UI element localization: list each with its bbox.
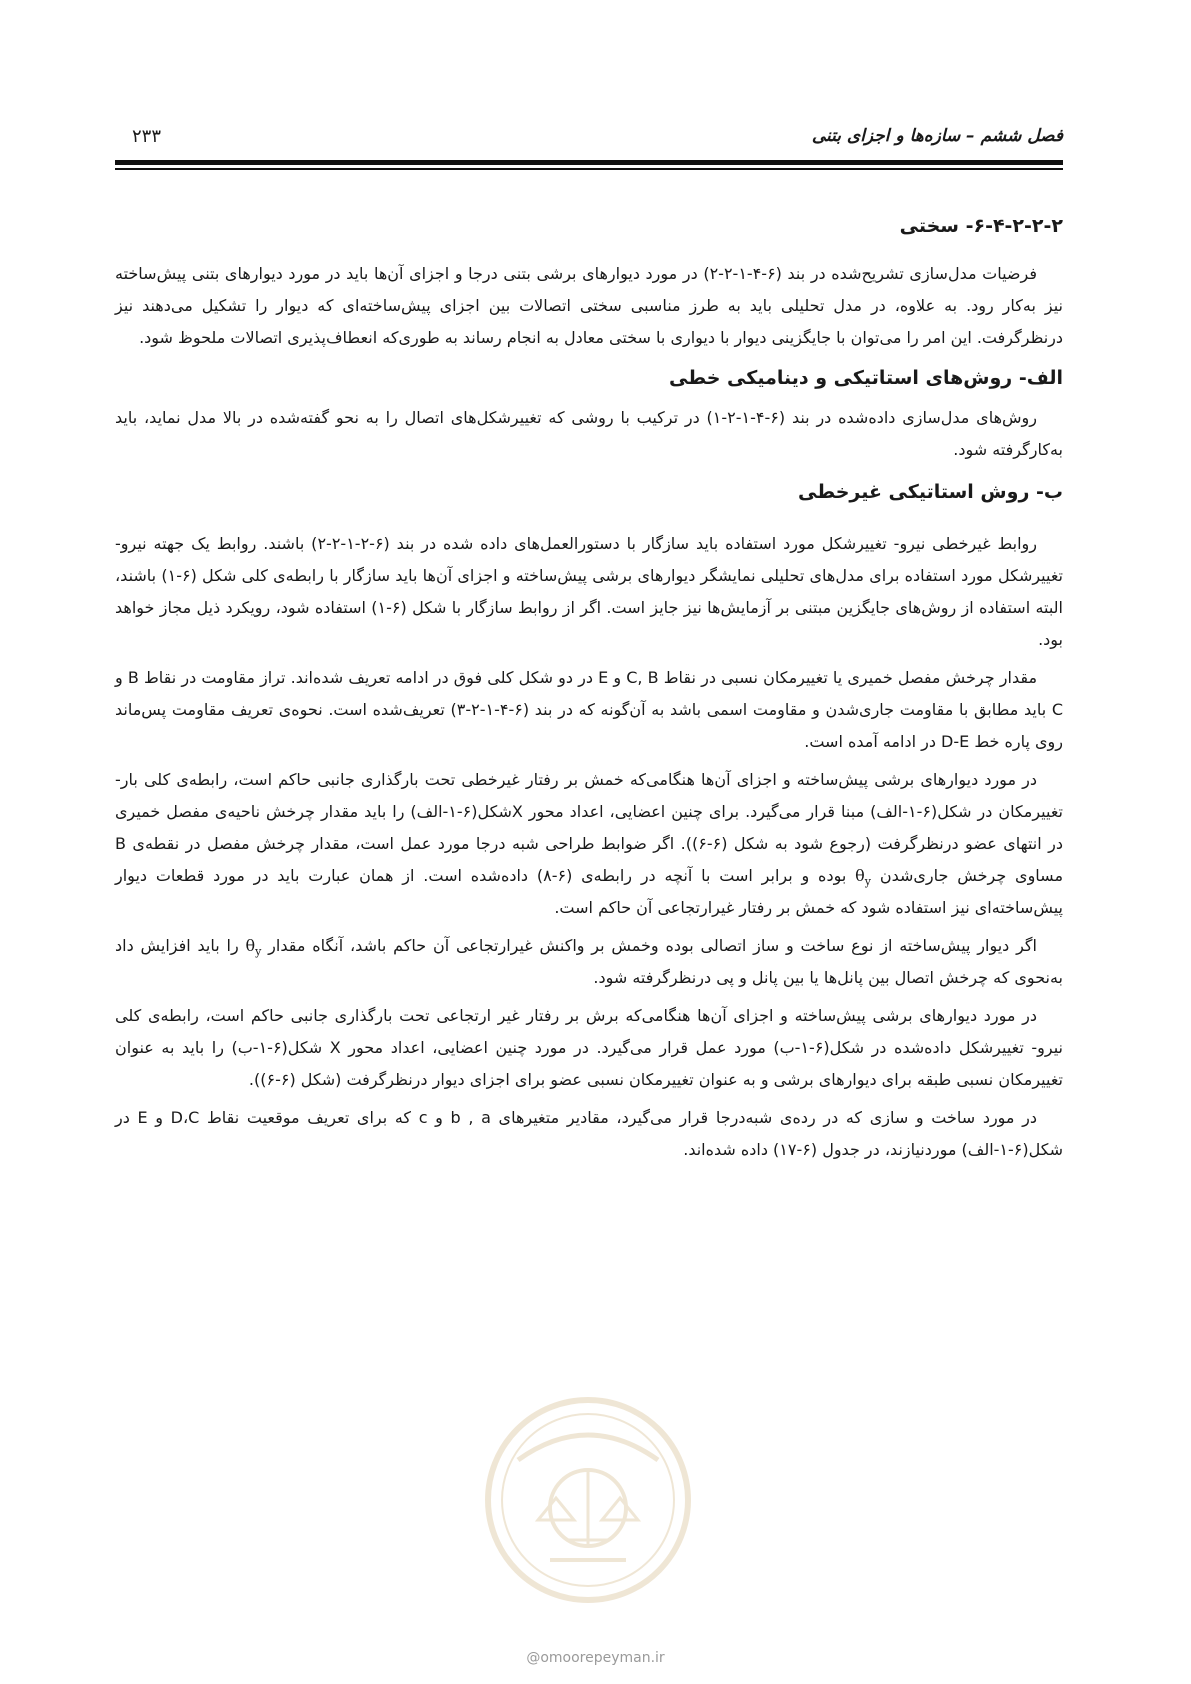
theta-symbol [245, 936, 262, 959]
paragraph-6-part-1: اگر دیوار پیش‌ساخته از نوع ساخت و ساز اتصالی بوده وخمش بر واکنش غیرارتجاعی آن حاکم باشد، آنگاه مقدار [268, 936, 1037, 955]
subheading-nonlinear: ب- روش استاتیکی غیرخطی [797, 481, 1063, 503]
chapter-title: فصل ششم – سازه‌ها و اجزای بتنی [811, 126, 1063, 146]
paragraph-5-part-2: بوده و برابر است با آنچه در رابطه‌ی (۶-۸) داده‌شده است. از همان عبارت باید در مورد قطعات دیوار پیش‌ساخته‌ای نیز استفاده شود که خمش بر رفتار غیرارتجاعی آن حاکم است. [115, 866, 1063, 917]
main-content [115, 208, 1063, 1172]
theta-glyph: θ [855, 866, 865, 885]
theta-glyph: θ [245, 936, 256, 955]
paragraph-3: روابط غیرخطی نیرو- تغییرشکل مورد استفاده باید سازگار با دستورالعمل‌های داده شده در بند (۶-۲-۱-۲-۲) باشند. روابط یک جهته نیرو- تغییرشکل مورد استفاده برای مدل‌های تحلیلی نمایشگر دیوارهای برشی پیش‌ساخته و اجزای آن‌ها باید سازگار با رابطه‌ی کلی شکل (۶-۱) باشند، البته استفاده از روش‌های جایگزین مبتنی بر آزمایش‌ها نیز جایز است. اگر از روابط سازگار با شکل (۶-۱) استفاده شود، رویکرد ذیل مجاز خواهد بود. [115, 534, 1064, 649]
paragraph-6-part-2: را باید افزایش داد به‌نحوی که چرخش اتصال بین پانل‌ها یا بین پانل و پی درنظرگرفته شود. [115, 936, 1063, 987]
paragraph-1: فرضیات مدل‌سازی تشریح‌شده در بند (۶-۴-۱-۲-۲) در مورد دیوارهای برشی بتنی درجا و اجزای آن‌ها باید در مورد دیوارهای بتنی پیش‌ساخته نیز به‌کار رود. به علاوه، در مدل تحلیلی باید به طرز مناسبی سختی اتصالات بین اجزای پیش‌ساخته‌ای که دیوار را تشکیل می‌دهند نیز درنظرگرفت. این امر را می‌توان با جایگزینی دیوار با دیواری با سختی معادل به انجام رساند به طوری‌که انعطاف‌پذیری اتصالات ملحوظ شود. [115, 264, 1063, 347]
theta-subscript: y [255, 945, 262, 959]
theta-subscript: y [864, 875, 871, 889]
section-heading: ۶-۴-۲-۲-۲- سختی [899, 215, 1063, 237]
header-rule-thick [115, 160, 1063, 165]
paragraph-8: در مورد ساخت و سازی که در رده‌ی شبه‌درجا قرار می‌گیرد، مقادیر متغیرهای b , a و c که برای تعریف موقعیت نقاط D،C و E در شکل(۶-۱-الف) موردنیازند، در جدول (۶-۱۷) داده شده‌اند. [115, 1108, 1063, 1159]
watermark-seal-icon [478, 1390, 698, 1610]
paragraph-5 [115, 764, 1063, 924]
subheading-linear: الف- روش‌های استاتیکی و دینامیکی خطی [669, 367, 1063, 389]
paragraph-7: در مورد دیوارهای برشی پیش‌ساخته و اجزای آن‌ها هنگامی‌که برش بر رفتار غیر ارتجاعی تحت بارگذاری جانبی حاکم است، رابطه‌ی کلی نیرو- تغییرشکل داده‌شده در شکل(۶-۱-ب) مورد عمل قرار می‌گیرد. در مورد چنین اعضایی، اعداد محور X شکل(۶-۱-ب) را باید به عنوان تغییرمکان نسبی طبقه برای دیوارهای برشی و به عنوان تغییرمکان نسبی عضو برای اجزای دیوار درنظرگرفت (شکل (۶-۶)). [115, 1006, 1064, 1089]
paragraph-6 [115, 930, 1063, 994]
footer-site: @omoorepeyman.ir [526, 1650, 665, 1666]
paragraph-5-part-1: در مورد دیوارهای برشی پیش‌ساخته و اجزای آن‌ها هنگامی‌که خمش بر رفتار غیرخطی تحت بارگذاری جانبی حاکم است، رابطه‌ی کلی بار- تغییرمکان در شکل(۶-۱-الف) مبنا قرار می‌گیرد. برای چنین اعضایی، اعداد محور Xشکل(۶-۱-الف) را باید مقدار چرخش ناحیه‌ی مفصل خمیری در انتهای عضو درنظرگرفت (رجوع شود به شکل (۶-۶)). اگر ضوابط طراحی شبه درجا مورد عمل است، مقدار چرخش مفصل در نقطه‌ی B مساوی چرخش جاری‌شدن [115, 770, 1064, 885]
paragraph-4: مقدار چرخش مفصل خمیری یا تغییرمکان نسبی در نقاط C, B و E در دو شکل کلی فوق در ادامه تعریف شده‌اند. تراز مقاومت در نقاط B و C باید مطابق با مقاومت جاری‌شدن و مقاومت اسمی باشد به آن‌گونه که در بند (۶-۴-۱-۲-۳) تعریف‌شده است. نحوه‌ی تعریف مقاومت پس‌ماند روی پاره خط D-E در ادامه آمده است. [115, 668, 1063, 751]
paragraph-2: روش‌های مدل‌سازی داده‌شده در بند (۶-۴-۱-۲-۱) در ترکیب با روشی که تغییرشکل‌های اتصال را به نحو گفته‌شده در بالا مدل نماید، باید به‌کارگرفته شود. [115, 408, 1063, 459]
header-rule-thin [115, 168, 1063, 170]
page-header [115, 126, 1063, 156]
theta-symbol [855, 866, 871, 889]
page-number: ۲۳۳ [132, 126, 162, 147]
